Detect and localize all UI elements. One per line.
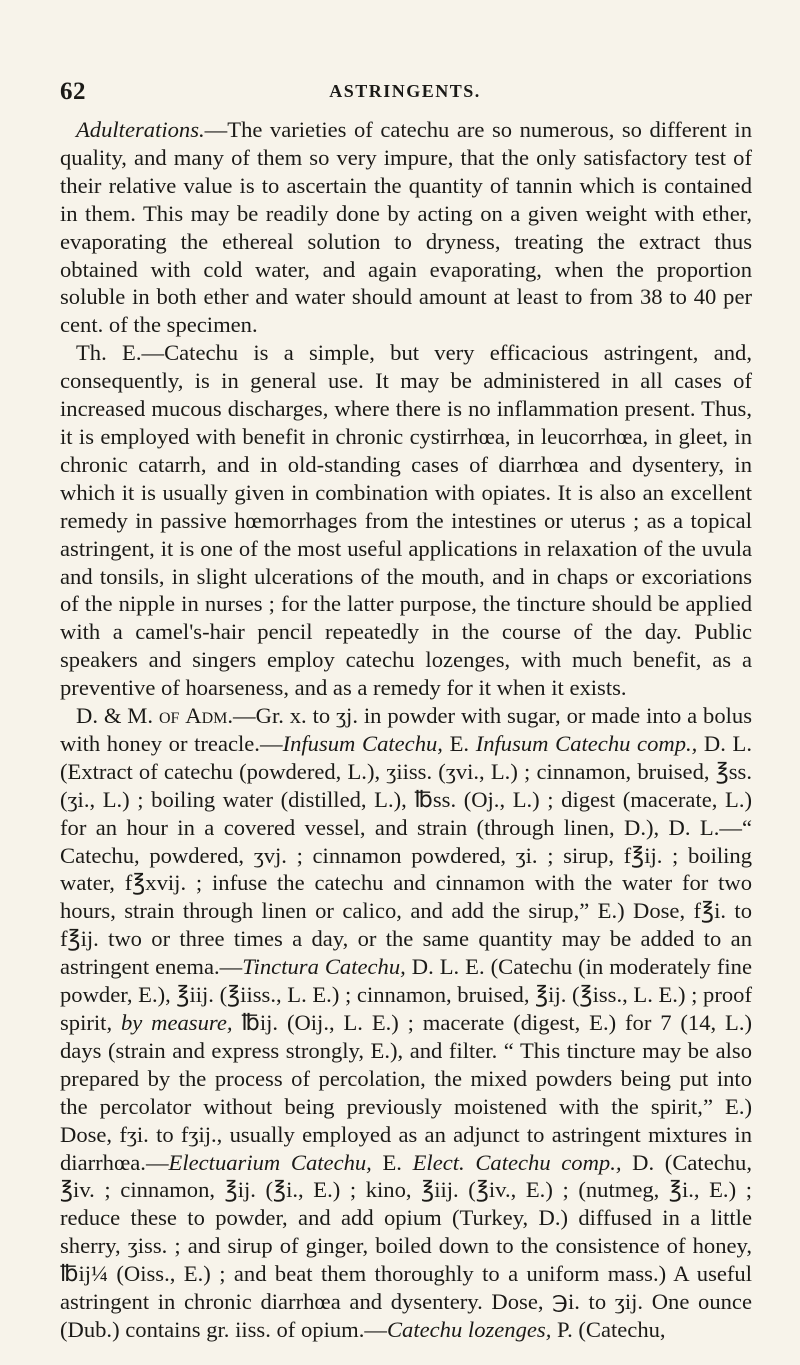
therapeutic-paragraph (60, 339, 752, 702)
dose-text-8: P. (Catechu, (551, 1316, 666, 1342)
adulterations-heading: Adulterations. (76, 117, 205, 142)
dose-text-7: D. (Catechu, ℥iv. ; cinnamon, ℥ij. (℥i., E.) ; kino, ℥iij. (℥iv., E.) ; (nutmeg, ℥i., E.) ; reduce these to powder, and add opium (Turkey, D.) diffused in a little sherry, ʒiss. ; and sirup of ginger, boiled down to the consistence of honey, ℔ij¼ (Oiss., E.) ; and beat them thoroughly to a uniform mass.) A useful astringent in chronic diarrhœa and dysentery. Dose, ℈i. to ʒij. One ounce (Dub.) contains gr. iiss. of opium.— (60, 1149, 752, 1342)
dose-text-3: D. L. (Extract of catechu (powdered, L.), ʒiiss. (ʒvi., L.) ; cinnamon, bruised, ℥ss. (ʒi., L.) ; boiling water (distilled, L.), ℔ss. (Oj., L.) ; digest (macerate, L.) for an hour in a covered vessel, and strain (through linen, D.), D. L.—“ Catechu, powdered, ʒvj. ; cinnamon powdered, ʒi. ; sirup, f℥ij. ; boiling water, f℥xvij. ; infuse the catechu and cinnamon with the water for two hours, strain through linen or calico, and add the sirup,” E.) Dose, f℥i. to f℥ij. two or three times a day, or the same quantity may be added to an astringent enema.— (60, 730, 752, 980)
page-number: 62 (60, 78, 86, 105)
adulterations-text: —The varieties of catechu are so numerous, so different in quality, and many of them so very impure, that the only satisfactory test of their relative value is to ascertain the quantity of tannin which is contained in them. This may be readily done by acting on a given weight with ether, evaporating the ethereal solution to dryness, treating the extract thus obtained with cold water, and again evaporating, when the proportion soluble in both ether and water should amount at least to from 38 to 40 per cent. of the specimen. (60, 117, 752, 338)
lozenges-title: Catechu lozenges, (386, 1316, 552, 1342)
body-text (60, 116, 752, 1344)
dose-text-5: ℔ij. (Oij., L. E.) ; macerate (digest, E.) for 7 (14, L.) days (strain and express strongly, E.), and filter. “ This tincture may be also prepared by the process of percolation, the mixed powders being put into the percolator without being previously moistened with the spirit,” E.) Dose, fʒi. to fʒij., usually employed as an adjunct to astringent mixtures in diarrhœa.— (60, 1010, 752, 1175)
electuarium-title: Electuarium Catechu, (168, 1149, 372, 1175)
dose-paragraph (60, 702, 752, 1344)
dose-text-6: E. (371, 1149, 413, 1175)
infusum-comp-title: Infusum Catechu comp., (475, 730, 698, 756)
page-header (60, 78, 750, 108)
dose-heading-b: Adm. (185, 703, 234, 729)
dose-text-1: —Gr. x. to ʒj. in powder with sugar, or made into a bolus with honey or treacle.— (60, 703, 752, 756)
adulterations-paragraph (60, 116, 752, 339)
infusum-title: Infusum Catechu, (282, 730, 443, 756)
dose-heading-a: D. & M. (76, 703, 154, 729)
tinctura-title: Tinctura Catechu, (242, 954, 406, 980)
by-measure: by measure, (120, 1010, 233, 1035)
therapeutic-text: —Catechu is a simple, but very efficacious astringent, and, consequently, is in general use. It may be administered in all cases of increased mucous discharges, where there is no inflammation present. Thus, it is employed with benefit in chronic cystirrhœa, in leucorrhœa, in gleet, in chronic catarrh, and in old-standing cases of diarrhœa and dysentery, in which it is usually given in combination with opiates. It is also an excellent remedy in passive hœmorrhages from the intestines or uterus ; as a topical astringent, it is one of the most useful applications in relaxation of the uvula and tonsils, in slight ulcerations of the mouth, and in chaps or excoriations of the nipple in nurses ; for the latter purpose, the tincture should be applied with a camel's-hair pencil repeatedly in the course of the day. Public speakers and singers employ catechu lozenges, with much benefit, as a preventive of hoarseness, and as a remedy for it when it exists. (60, 340, 752, 701)
dose-heading-of: of (158, 703, 180, 729)
therapeutic-heading: Th. E. (76, 340, 142, 366)
dose-text-4: D. L. E. (Catechu (in moderately fine powder, E.), ℥iij. (℥iiss., L. E.) ; cinnamon, bruised, ℥ij. (℥iss., L. E.) ; proof spirit, (60, 954, 752, 1035)
dose-text-2: E. (442, 730, 476, 756)
elect-comp-title: Elect. Catechu comp., (412, 1149, 622, 1175)
running-head: ASTRINGENTS. (329, 81, 481, 101)
